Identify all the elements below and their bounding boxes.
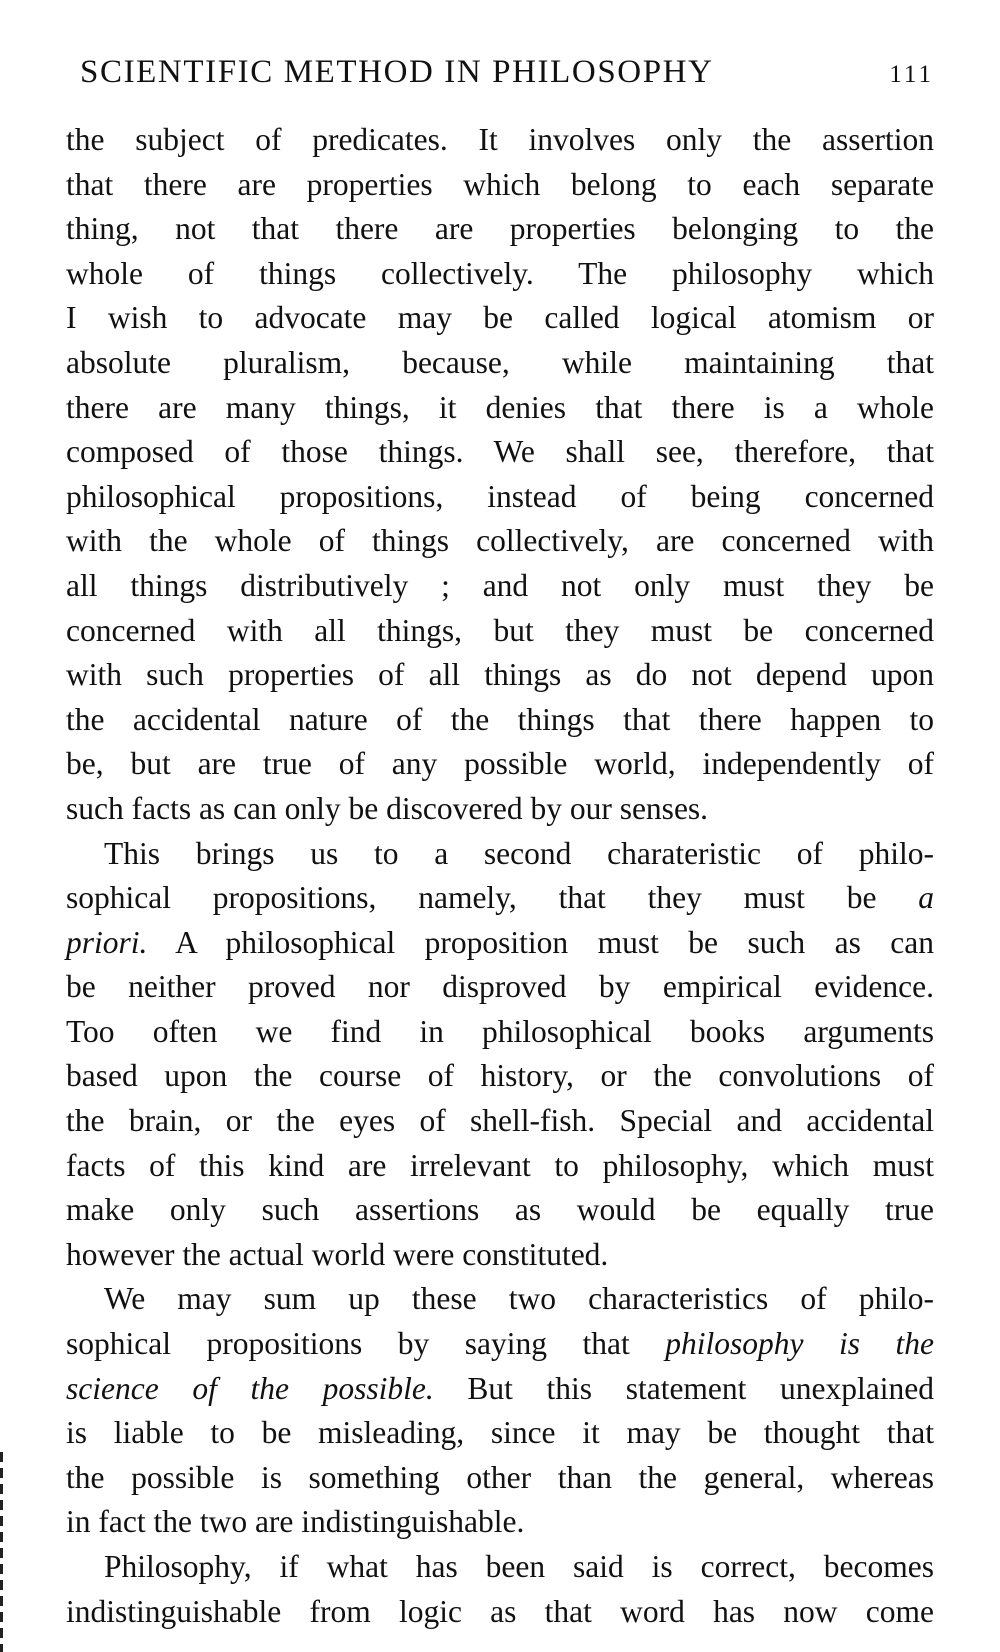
text-line: make only such assertions as would be equally true [66, 1192, 934, 1228]
paragraph-4 [66, 1545, 934, 1634]
paragraph-3 [66, 1277, 934, 1545]
text-line: composed of those things. We shall see, therefore, that [66, 434, 934, 470]
text-line: in fact the two are indistinguishable. [66, 1504, 525, 1540]
text-line: I wish to advocate may be called logical atomism or [66, 300, 934, 336]
italic-run: science of the possible. [66, 1370, 434, 1406]
text-line: such facts as can only be discovered by our senses. [66, 790, 709, 826]
text-line: philosophical propositions, instead of being concerned [66, 478, 934, 514]
text-line: the possible is something other than the general, whereas [66, 1459, 934, 1495]
text-run: sophical propositions by saying that [66, 1326, 630, 1362]
running-title: SCIENTIFIC METHOD IN PHILOSOPHY [80, 54, 714, 90]
text-line: We may sum up these two characteristics of philo- [104, 1281, 934, 1317]
text-line: indistinguishable from logic as that word has now come [66, 1593, 934, 1629]
text-line: with the whole of things collectively, are concerned with [66, 523, 934, 559]
text-line: the accidental nature of the things that there happen to [66, 701, 934, 737]
text-line [66, 1322, 934, 1367]
page-number: 111 [889, 61, 934, 88]
italic-run: philosophy is the [665, 1326, 934, 1362]
italic-run: a [918, 880, 935, 916]
text-line [66, 876, 934, 921]
text-run: But this statement unexplained [467, 1370, 934, 1406]
italic-run: priori. [66, 924, 148, 960]
paragraph-1 [66, 118, 934, 832]
text-line: with such properties of all things as do not depend upon [66, 657, 934, 693]
text-line: be, but are true of any possible world, independently of [66, 746, 934, 782]
text-line: there are many things, it denies that there is a whole [66, 389, 934, 425]
text-line [66, 921, 934, 966]
text-line: is liable to be misleading, since it may be thought that [66, 1415, 934, 1451]
text-line: all things distributively ; and not only must they be [66, 567, 934, 603]
text-line: absolute pluralism, because, while maintaining that [66, 344, 934, 380]
text-line: concerned with all things, but they must be concerned [66, 612, 934, 648]
text-line: based upon the course of history, or the convolutions of [66, 1058, 934, 1094]
text-line: be neither proved nor disproved by empirical evidence. [66, 969, 934, 1005]
text-line: Too often we find in philosophical books arguments [66, 1013, 934, 1049]
text-line: facts of this kind are irrelevant to philosophy, which must [66, 1147, 934, 1183]
text-line: the subject of predicates. It involves only the assertion [66, 122, 934, 157]
text-run: A philosophical proposition must be such as can [175, 924, 934, 960]
text-line: thing, not that there are properties belonging to the [66, 211, 934, 247]
text-line: This brings us to a second charateristic of philo- [104, 835, 934, 871]
text-run: sophical propositions, namely, that they must be [66, 880, 877, 916]
text-line: however the actual world were constituted. [66, 1236, 609, 1272]
text-line: Philosophy, if what has been said is correct, becomes [104, 1549, 934, 1584]
text-line: the brain, or the eyes of shell-fish. Special and accidental [66, 1103, 934, 1139]
text-line: whole of things collectively. The philosophy which [66, 255, 934, 291]
running-header [66, 0, 934, 118]
text-line: that there are properties which belong to each separate [66, 166, 934, 202]
text-line [66, 1367, 934, 1412]
page-binding-edge [0, 1452, 3, 1652]
book-page [66, 0, 934, 1634]
paragraph-2 [66, 832, 934, 1278]
